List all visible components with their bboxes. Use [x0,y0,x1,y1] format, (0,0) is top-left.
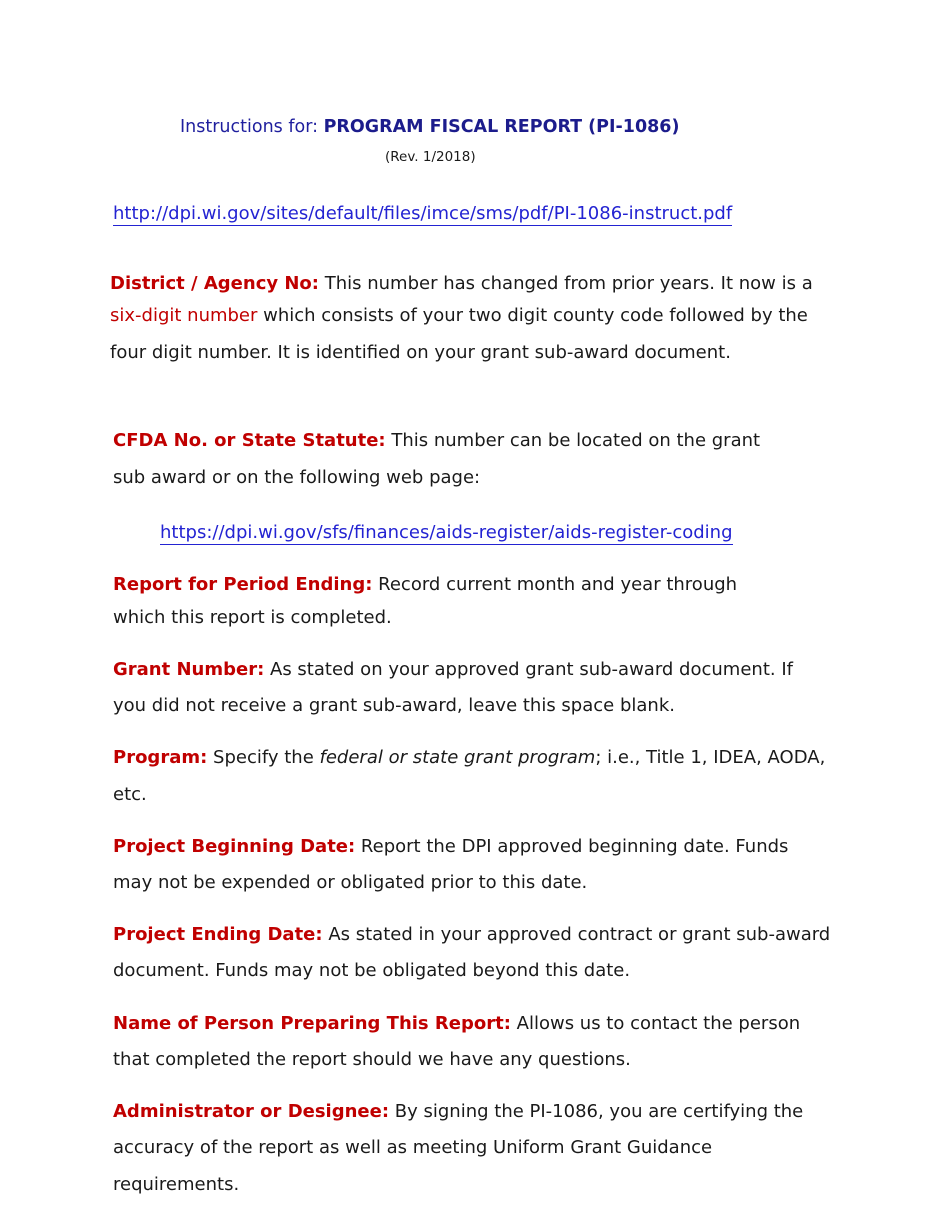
cfda-link-row [160,522,733,543]
begin-line-1 [113,836,788,857]
ending-text-1: As stated in your approved contract or grant sub-award [322,924,831,945]
district-text-2: which consists of your two digit county code followed by the [257,305,808,326]
admin-text-1: By signing the PI-1086, you are certifying the [389,1101,804,1122]
header-prefix: Instructions for: [180,117,324,137]
district-line-3: four digit number. It is identified on your grant sub-award document. [110,342,731,363]
district-line-2 [110,305,808,326]
admin-line-1 [113,1101,803,1122]
program-text-pre: Specify the [207,747,320,768]
preparer-label: Name of Person Preparing This Report: [113,1013,511,1034]
period-label: Report for Period Ending: [113,574,373,595]
grant-text-1: As stated on your approved grant sub-award document. If [264,659,793,680]
six-digit-highlight: six-digit number [110,305,258,326]
period-line-1 [113,574,737,595]
program-line-1 [113,747,825,768]
district-text-1: This number has changed from prior years. It now is a [319,273,813,294]
grant-line-1 [113,659,793,680]
grant-line-2: you did not receive a grant sub-award, leave this space blank. [113,695,675,716]
revision-date: (Rev. 1/2018) [385,149,476,165]
program-line-2: etc. [113,784,147,805]
district-line-1 [110,273,813,294]
instructions-link-row [113,203,732,224]
cfda-line-1 [113,430,760,451]
preparer-text-1: Allows us to contact the person [510,1013,801,1034]
grant-label: Grant Number: [113,659,265,680]
district-label: District / Agency No: [110,273,319,294]
begin-text-1: Report the DPI approved beginning date. Funds [355,836,789,857]
period-text-1: Record current month and year through [372,574,738,595]
preparer-line-2: that completed the report should we have any questions. [113,1049,631,1070]
admin-line-3: requirements. [113,1174,240,1195]
preparer-line-1 [113,1013,800,1034]
begin-label: Project Beginning Date: [113,836,356,857]
cfda-label: CFDA No. or State Statute: [113,430,386,451]
ending-label: Project Ending Date: [113,924,323,945]
program-text-post: ; i.e., Title 1, IDEA, AODA, [595,747,826,768]
cfda-text-1: This number can be located on the grant [385,430,761,451]
instructions-link[interactable]: http://dpi.wi.gov/sites/default/files/imce/sms/pdf/PI-1086-instruct.pdf [113,203,733,224]
program-italic: federal or state grant program [319,747,596,768]
program-label: Program: [113,747,208,768]
document-header [180,117,679,137]
ending-line-2: document. Funds may not be obligated beyond this date. [113,960,631,981]
begin-line-2: may not be expended or obligated prior to this date. [113,872,588,893]
cfda-line-2: sub award or on the following web page: [113,467,481,488]
admin-label: Administrator or Designee: [113,1101,390,1122]
admin-line-2: accuracy of the report as well as meeting Uniform Grant Guidance [113,1137,713,1158]
aids-register-link[interactable]: https://dpi.wi.gov/sfs/finances/aids-register/aids-register-coding [160,522,733,543]
period-line-2: which this report is completed. [113,607,392,628]
document-title: PROGRAM FISCAL REPORT (PI-1086) [323,117,680,137]
ending-line-1 [113,924,830,945]
